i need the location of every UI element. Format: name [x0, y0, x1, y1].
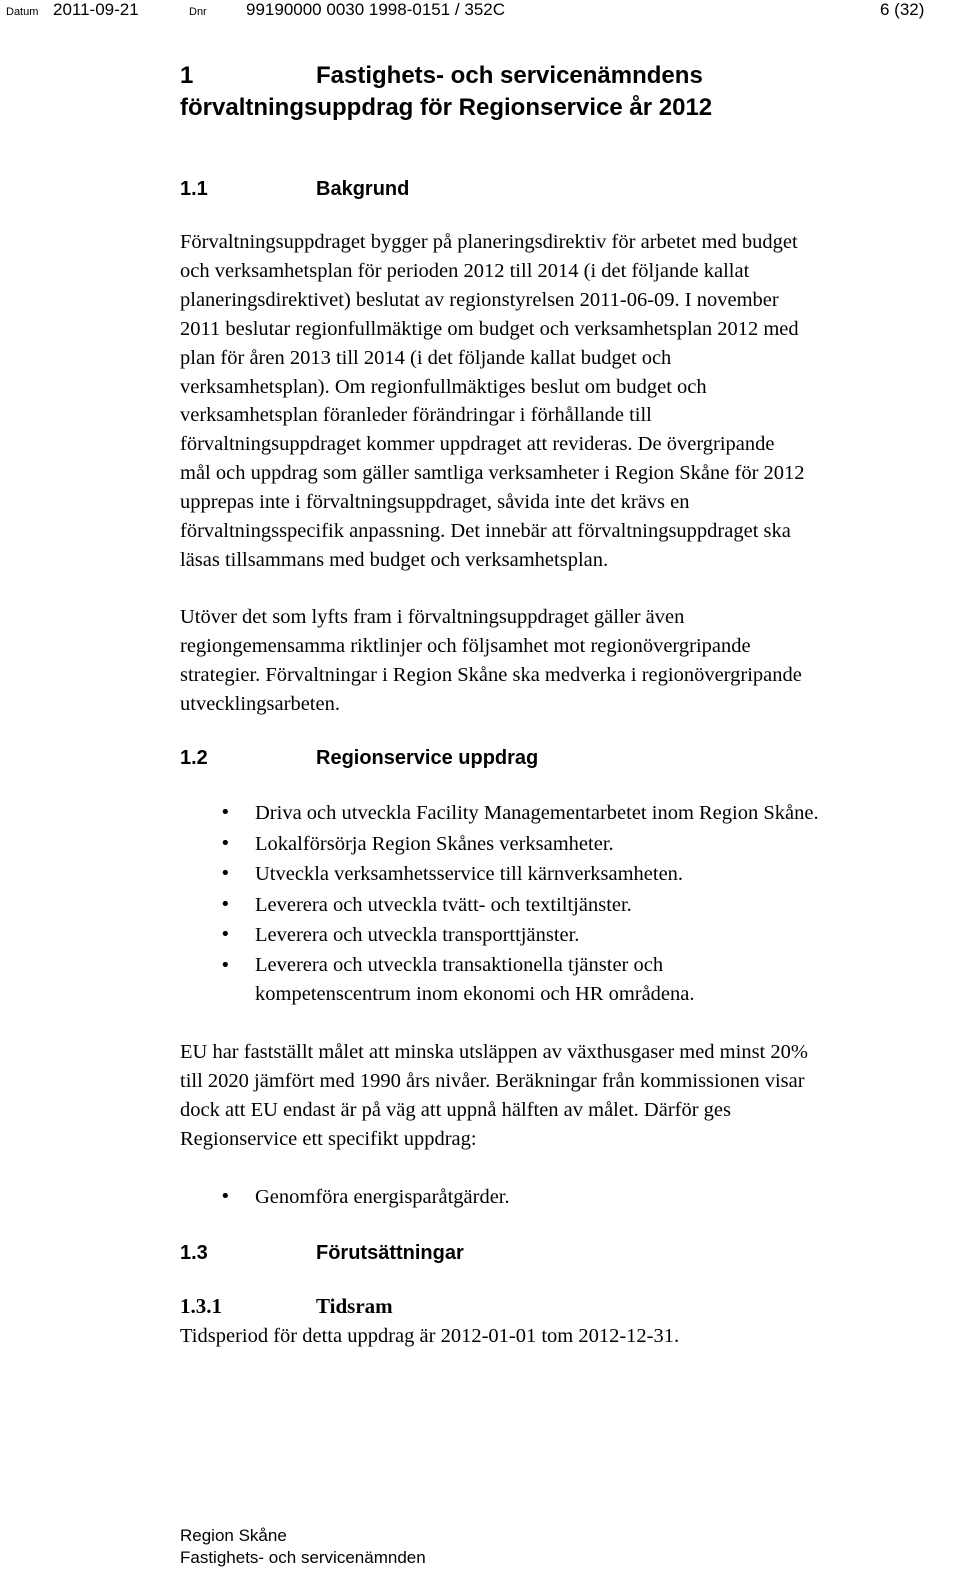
- list-item: • Utveckla verksamhetsservice till kärnverksamheten.: [180, 859, 946, 890]
- text-line: läsas tillsammans med budget och verksamhetsplan.: [180, 548, 609, 571]
- text-line: strategier. Förvaltningar i Region Skåne ska medverka i regionövergripande: [180, 663, 802, 686]
- text-line: Regionservice ett specifikt uppdrag:: [180, 1127, 477, 1150]
- assignment-list: [180, 798, 946, 1009]
- section-number: 1.3: [180, 1242, 208, 1264]
- text-line: regiongemensamma riktlinjer och följsamhet mot regionövergripande: [180, 634, 751, 657]
- text-line: mål och uppdrag som gäller samtliga verksamheter i Region Skåne för 2012: [180, 462, 805, 485]
- section-title: Bakgrund: [316, 178, 410, 200]
- document-date: 2011-09-21: [53, 0, 139, 19]
- text-line: planeringsdirektivet) beslutat av regionstyrelsen 2011-06-09. I november: [180, 288, 779, 311]
- section-number: 1.2: [180, 747, 208, 769]
- text-line: utvecklingsarbeten.: [180, 692, 340, 715]
- subsection-number: 1.3.1: [180, 1294, 222, 1318]
- text-line: Tidsperiod för detta uppdrag är 2012-01-01 tom 2012-12-31.: [180, 1325, 680, 1347]
- text-line: Utöver det som lyfts fram i förvaltningsuppdraget gäller även: [180, 606, 685, 628]
- datum-label: Datum: [6, 6, 39, 18]
- bullet-icon: •: [220, 802, 231, 823]
- text-line: Förvaltningsuppdraget bygger på planeringsdirektiv för arbetet med budget: [180, 231, 798, 253]
- list-item: • Genomföra energisparåtgärder.: [180, 1182, 946, 1213]
- bullet-icon: •: [220, 954, 231, 976]
- footer-organization: Region Skåne: [180, 1526, 287, 1545]
- text-line: dock att EU endast är på väg att uppnå hälften av målet. Därför ges: [180, 1098, 732, 1121]
- text-line: och verksamhetsplan för perioden 2012 till 2014 (i det följande kallat: [180, 259, 750, 282]
- chapter-title-line-2: förvaltningsuppdrag för Regionservice år 2012: [180, 94, 713, 121]
- dnr-number: 99190000 0030 1998-0151 / 352C: [246, 0, 506, 19]
- paragraph-tidsram: [180, 1322, 946, 1351]
- text-line: förvaltningsspecifik anpassning. Det innebär att förvaltningsuppdraget ska: [180, 520, 791, 543]
- list-item: • Driva och utveckla Facility Managementarbetet inom Region Skåne.: [180, 798, 946, 829]
- page-header: [0, 0, 960, 26]
- bullet-icon: •: [220, 863, 231, 884]
- bullet-icon: •: [220, 1186, 231, 1207]
- list-item: • Leverera och utveckla tvätt- och textiltjänster.: [180, 890, 946, 921]
- text-line: verksamhetsplan föranleder förändringar i förhållande till: [180, 404, 652, 427]
- section-number: 1.1: [180, 178, 208, 200]
- paragraph-bakgrund-1: [180, 228, 946, 575]
- paragraph-bakgrund-2: [180, 603, 946, 719]
- page-footer: [180, 1525, 426, 1569]
- section-heading-bakgrund: [180, 176, 409, 202]
- section-heading-forutsattningar: [180, 1240, 464, 1266]
- section-heading-uppdrag: [180, 745, 538, 771]
- paragraph-eu-goal: [180, 1038, 946, 1154]
- text-line: verksamhetsplan). Om regionfullmäktiges beslut om budget och: [180, 375, 707, 398]
- footer-department: Fastighets- och servicenämnden: [180, 1548, 426, 1567]
- text-line: plan för åren 2013 till 2014 (i det följande kallat budget och: [180, 346, 672, 369]
- chapter-heading: [180, 60, 940, 124]
- energy-list: [180, 1182, 946, 1213]
- text-line: EU har fastställt målet att minska utsläppen av växthusgaser med minst 20%: [180, 1041, 808, 1063]
- subsection-heading-tidsram: [180, 1293, 393, 1319]
- chapter-number: 1: [180, 62, 194, 89]
- chapter-title-line-1: Fastighets- och servicenämndens: [316, 62, 703, 89]
- section-title: Regionservice uppdrag: [316, 747, 539, 769]
- bullet-icon: •: [220, 832, 231, 854]
- bullet-icon: •: [220, 924, 231, 945]
- dnr-label: Dnr: [189, 6, 207, 18]
- list-item: • Leverera och utveckla transporttjänster.: [180, 920, 946, 951]
- list-item: • Lokalförsörja Region Skånes verksamheter.: [180, 829, 946, 860]
- page-number: 6 (32): [880, 0, 925, 19]
- text-line: förvaltningsuppdraget kommer uppdraget att revideras. De övergripande: [180, 433, 775, 456]
- text-line: till 2020 jämfört med 1990 års nivåer. Beräkningar från kommissionen visar: [180, 1069, 805, 1092]
- list-item: • Leverera och utveckla transaktionella tjänster och kompetenscentrum inom ekonomi och HR områdena.: [180, 951, 946, 1009]
- section-title: Förutsättningar: [316, 1242, 464, 1264]
- subsection-title: Tidsram: [316, 1294, 393, 1318]
- text-line: 2011 beslutar regionfullmäktige om budget och verksamhetsplan 2012 med: [180, 317, 799, 340]
- bullet-icon: •: [220, 893, 231, 915]
- text-line: upprepas inte i förvaltningsuppdraget, såvida inte det krävs en: [180, 491, 690, 514]
